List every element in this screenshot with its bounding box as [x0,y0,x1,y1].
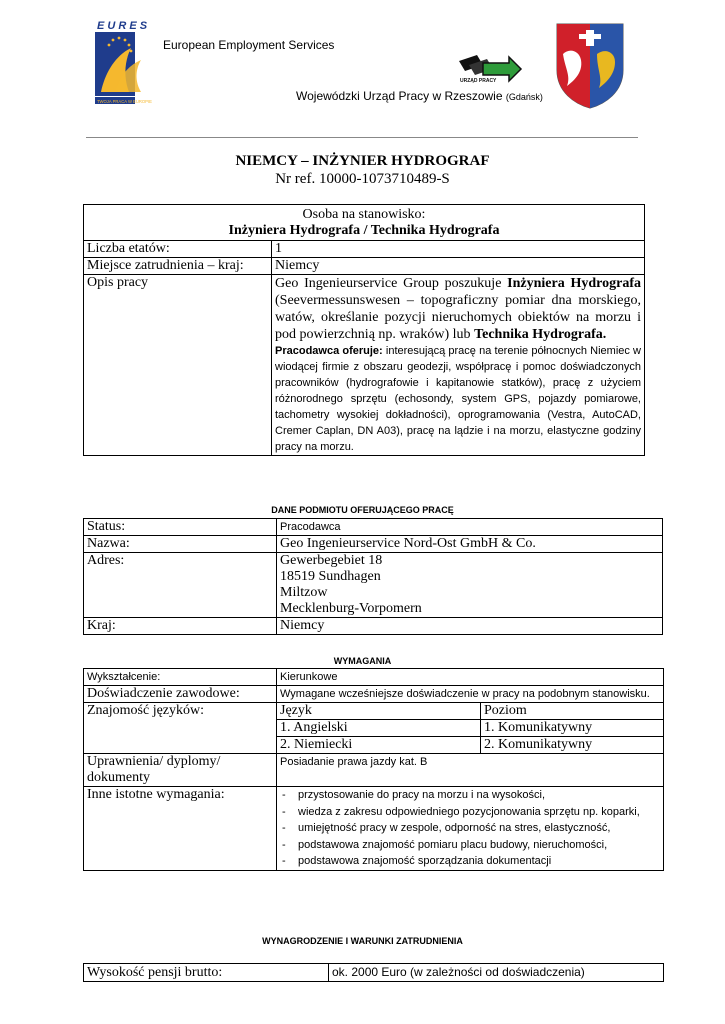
position-title: Inżyniera Hydrografa / Technika Hydrografa [228,223,500,238]
opis-text-a: Geo Ingenieurservice Group poszukuje [275,276,502,291]
position-cell [84,205,645,241]
poziom-header: Poziom [481,703,664,720]
adres-line: Miltzow [280,585,328,600]
table-row [84,519,663,536]
status-value: Pracodawca [277,519,663,536]
etaty-label: Liczba etatów: [84,241,272,258]
header-divider [86,137,638,138]
status-label: Status: [84,519,277,536]
adres-label: Adres: [84,553,277,618]
table-row [84,703,664,720]
list-item: - podstawowa znajomość sporządzania dokumentacji [280,853,660,870]
opis-offer-text: interesującą pracę na terenie północnych Niemiec w wiodącej firmie z obszaru geodezji, współpracę i pomoc doświadczonych pracowników (hydrografowie i kapitanowie statków), pracę z użyciem różnorodnego sprzętu (echosondy, system GPS, pojazdy pomiarowe, tachometry wysokiej dokładności), oprogramowania (Vestra, AutoCAD, Cremer Caplan, DN A03), pracę na lądzie i na morzu, elastyczne godziny pracy na morzu. [275,345,642,453]
etaty-value: 1 [272,241,645,258]
urzad-pracy-logo [455,51,523,91]
adres-line: Gewerbegebiet 18 [280,553,383,568]
opis-value [272,275,645,456]
uprawnienia-label: Uprawnienia/ dyplomy/ dokumenty [84,754,277,787]
adres-line: Mecklenburg-Vorpomern [280,601,422,616]
kraj-label: Kraj: [84,618,277,635]
opis-paragraph-2 [275,343,641,455]
position-label: Osoba na stanowisko: [302,207,426,222]
kraj-value: Niemcy [277,618,663,635]
requirements-section-title: WYMAGANIA [333,656,392,666]
miejsce-value: Niemcy [272,258,645,275]
list-item: - umiejętność pracy w zespole, odporność na stres, elastyczność, [280,820,660,837]
requirements-table [83,668,664,871]
opis-paragraph-1 [275,275,641,343]
opis-text-d: Technika Hydrografa. [474,327,607,342]
opis-label: Opis pracy [84,275,272,456]
header-office-note: (Gdańsk) [505,92,543,102]
doswiadczenie-value: Wymagane wcześniejsze doświadczenie w pracy na podobnym stanowisku. [277,686,664,703]
job-table [83,204,645,456]
wyksztalcenie-value: Kierunkowe [277,669,664,686]
miejsce-label: Miejsce zatrudnienia – kraj: [84,258,272,275]
salary-section-title: WYNAGRODZENIE I WARUNKI ZATRUDNIENIA [262,936,463,946]
list-item: - wiedza z zakresu odpowiedniego pozycjonowania sprzętu np. koparki, [280,804,660,821]
table-row [84,275,645,456]
nazwa-label: Nazwa: [84,536,277,553]
reference-number: Nr ref. 10000-1073710489-S [275,171,450,187]
language-level: 2. Komunikatywny [481,737,664,754]
table-row [84,536,663,553]
page-title: NIEMCY – INŻYNIER HYDROGRAF [235,153,490,169]
language-level: 1. Komunikatywny [481,720,664,737]
employer-section-title: DANE PODMIOTU OFERUJĄCEGO PRACĘ [271,505,454,515]
list-item: - przystosowanie do pracy na morzu i na wysokości, [280,787,660,804]
wyksztalcenie-label: Wykształcenie: [84,669,277,686]
language-name: 1. Angielski [277,720,481,737]
jezyk-header: Język [277,703,481,720]
table-row [84,618,663,635]
table-row [84,553,663,618]
nazwa-value: Geo Ingenieurservice Nord-Ost GmbH & Co. [277,536,663,553]
opis-text-b: Inżyniera Hydrografa [507,276,641,291]
uprawnienia-value: Posiadanie prawa jazdy kat. B [277,754,664,787]
podkarpackie-crest [553,20,627,110]
inne-value [277,787,664,871]
employer-table [83,518,663,635]
eures-wordmark: E U R E S [97,20,148,32]
eures-logo [95,18,155,104]
table-row [84,669,664,686]
table-row [84,241,645,258]
header-office-name: Wojewódzki Urząd Pracy w Rzeszowie [296,89,503,103]
table-row [84,964,664,982]
table-row [84,686,664,703]
language-name: 2. Niemiecki [277,737,481,754]
table-row [84,754,664,787]
header-office [296,89,543,103]
salary-value: ok. 2000 Euro (w zależności od doświadczenia) [329,964,664,982]
position-row [84,205,645,241]
requirements-list [280,787,660,870]
table-row [84,258,645,275]
salary-table [83,963,664,982]
jezyki-label: Znajomość języków: [84,703,277,754]
urzad-pracy-text: URZĄD PRACY [460,78,497,84]
adres-value [277,553,663,618]
salary-label: Wysokość pensji brutto: [84,964,329,982]
opis-offer-label: Pracodawca oferuje: [275,345,383,357]
opis-text-c: (Seevermessunswesen – topograficzny pomiar dna morskiego, watów, określanie pozycji nieruchomych obiektów na morzu i pod powierzchnią np. wraków) lub [275,293,641,342]
eures-tagline: TWOJA PRACA W EUROPIE [97,99,152,104]
list-item: - podstawowa znajomość pomiaru placu budowy, nieruchomości, [280,837,660,854]
inne-label: Inne istotne wymagania: [84,787,277,871]
table-row [84,787,664,871]
doswiadczenie-label: Doświadczenie zawodowe: [84,686,277,703]
adres-line: 18519 Sundhagen [280,569,381,584]
header-organization: European Employment Services [163,38,335,52]
